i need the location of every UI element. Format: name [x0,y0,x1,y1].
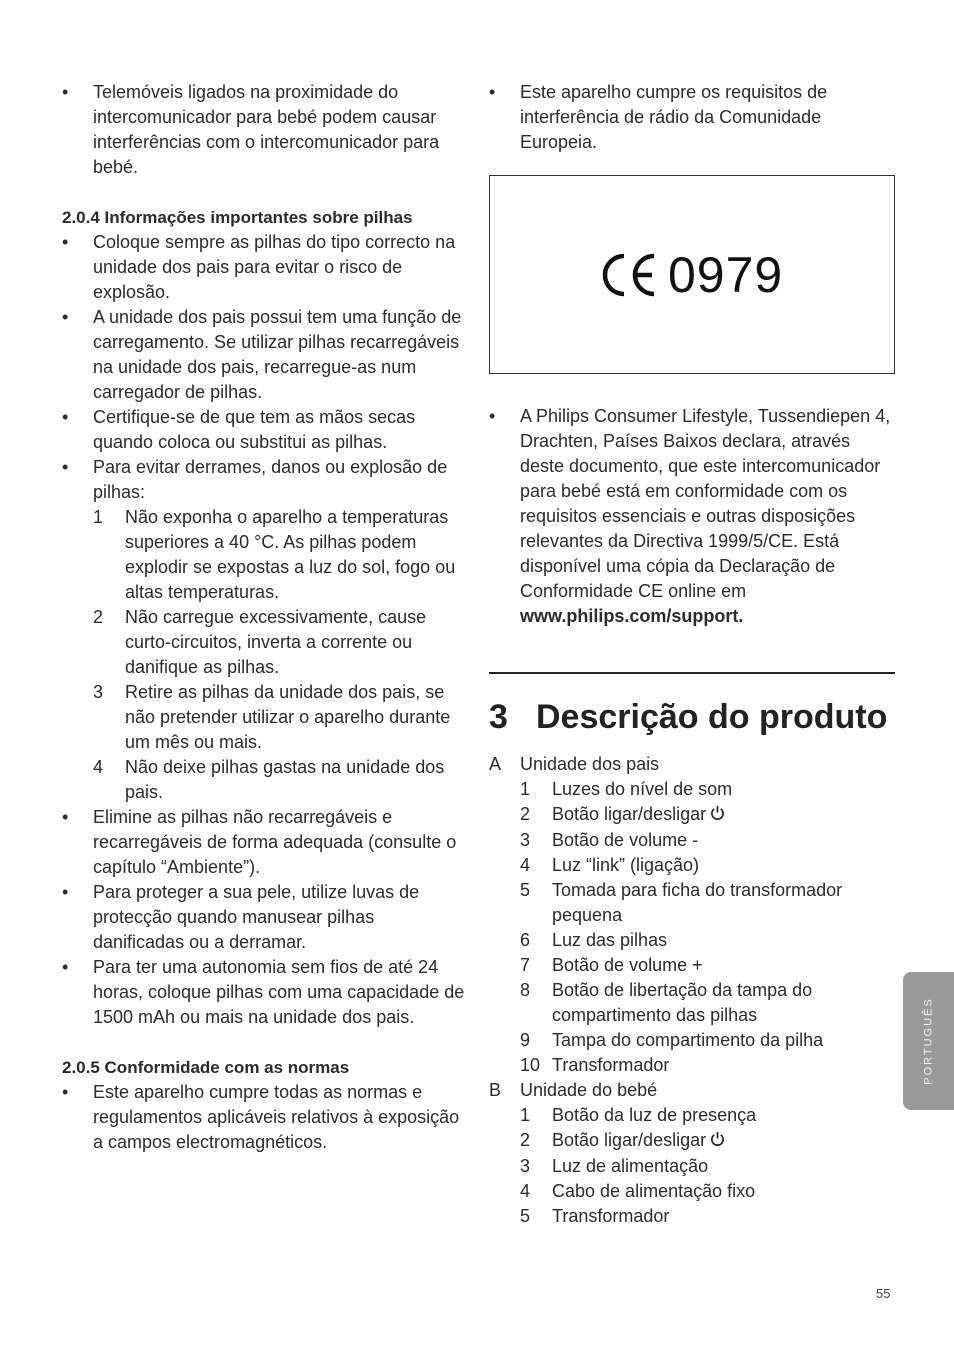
parts-item: 2 Botão ligar/desligar [489,1128,895,1154]
list-item: • Certifique-se de que tem as mãos secas quando coloca ou substitui as pilhas. [62,405,470,455]
list-item: • Telemóveis ligados na proximidade do intercomunicador para bebé podem causar interferências com o intercomunicador para bebé. [62,80,470,180]
parts-item: 6 Luz das pilhas [520,930,668,950]
list-item: • Coloque sempre as pilhas do tipo correcto na unidade dos pais para evitar o risco de explosão. [62,230,470,305]
baby-unit-heading: B Unidade do bebé [489,1080,658,1100]
parts-item: 7 Botão de volume + [520,955,703,975]
numbered-item: 2 Não carregue excessivamente, cause curto-circuitos, inverta a corrente ou danifique as pilhas. [93,607,427,677]
list-item: • A unidade dos pais possui tem uma função de carregamento. Se utilizar pilhas recarregáveis na unidade dos pais, recarregue-as num carregador de pilhas. [62,305,470,405]
list-item: • Elimine as pilhas não recarregáveis e recarregáveis de forma adequada (consulte o capítulo “Ambiente”). [62,805,470,880]
numbered-item: 1 Não exponha o aparelho a temperaturas superiores a 40 °C. As pilhas podem explodir se expostas a luz do sol, fogo ou altas temperaturas. [93,507,456,602]
left-column [62,80,470,1155]
power-icon [710,1129,725,1154]
list-item: • Para proteger a sua pele, utilize luvas de protecção quando manusear pilhas danificadas ou a derramar. [62,880,470,955]
ce-mark-icon [600,252,658,298]
power-icon [710,803,725,828]
parts-item: 5 Tomada para ficha do transformador pequena [520,880,843,925]
list-item: • Este aparelho cumpre todas as normas e regulamentos aplicáveis relativos à exposição a campos electromagnéticos. [62,1080,470,1155]
parts-item: 4 Cabo de alimentação fixo [520,1181,756,1201]
right-column [489,80,895,1229]
list-item: • Este aparelho cumpre os requisitos de interferência de rádio da Comunidade Europeia. [489,80,895,155]
language-tab: PORTUGUÊS [903,972,954,1110]
parts-item: 3 Botão de volume - [520,830,699,850]
parts-item: 1 Botão da luz de presença [520,1105,757,1125]
parts-item: 10 Transformador [520,1055,670,1075]
parts-item: 5 Transformador [520,1206,670,1226]
page-number: 55 [876,1286,891,1301]
numbered-item: 4 Não deixe pilhas gastas na unidade dos pais. [93,757,445,802]
parts-item: 8 Botão de libertação da tampa do compartimento das pilhas [520,980,813,1025]
ce-mark-box [489,175,895,374]
parts-item: 4 Luz “link” (ligação) [520,855,700,875]
ce-mark [600,248,783,302]
chapter-title: 3 Descrição do produto [489,698,888,736]
parts-item: 2 Botão ligar/desligar [489,802,895,828]
section-heading-compliance: 2.0.5 Conformidade com as normas [62,1058,350,1077]
declaration-item: • A Philips Consumer Lifestyle, Tussendiepen 4, Drachten, Países Baixos declara, através deste documento, que este intercomunicador para bebé está em conformidade com os requisitos essenciais e outras disposições relevantes da Directiva 1999/5/CE. Está disponível uma cópia da Declaração de Conformidade CE online em www.philips.com/support. [489,404,895,629]
ce-number: 0979 [668,247,784,303]
numbered-item: 3 Retire as pilhas da unidade dos pais, se não pretender utilizar o aparelho durante um mês ou mais. [93,682,451,752]
parts-item: 3 Luz de alimentação [520,1156,709,1176]
section-heading-batteries: 2.0.4 Informações importantes sobre pilhas [62,208,413,227]
parent-unit-heading: A Unidade dos pais [489,754,660,774]
parts-item: 1 Luzes do nível de som [520,779,733,799]
support-link[interactable]: www.philips.com/support. [520,606,744,626]
chapter-divider [489,672,895,674]
list-item: • Para evitar derrames, danos ou explosão de pilhas: [62,455,470,505]
parts-item: 9 Tampa do compartimento da pilha [520,1030,824,1050]
list-item: • Para ter uma autonomia sem fios de até 24 horas, coloque pilhas com uma capacidade de 1500 mAh ou mais na unidade dos pais. [62,955,470,1030]
